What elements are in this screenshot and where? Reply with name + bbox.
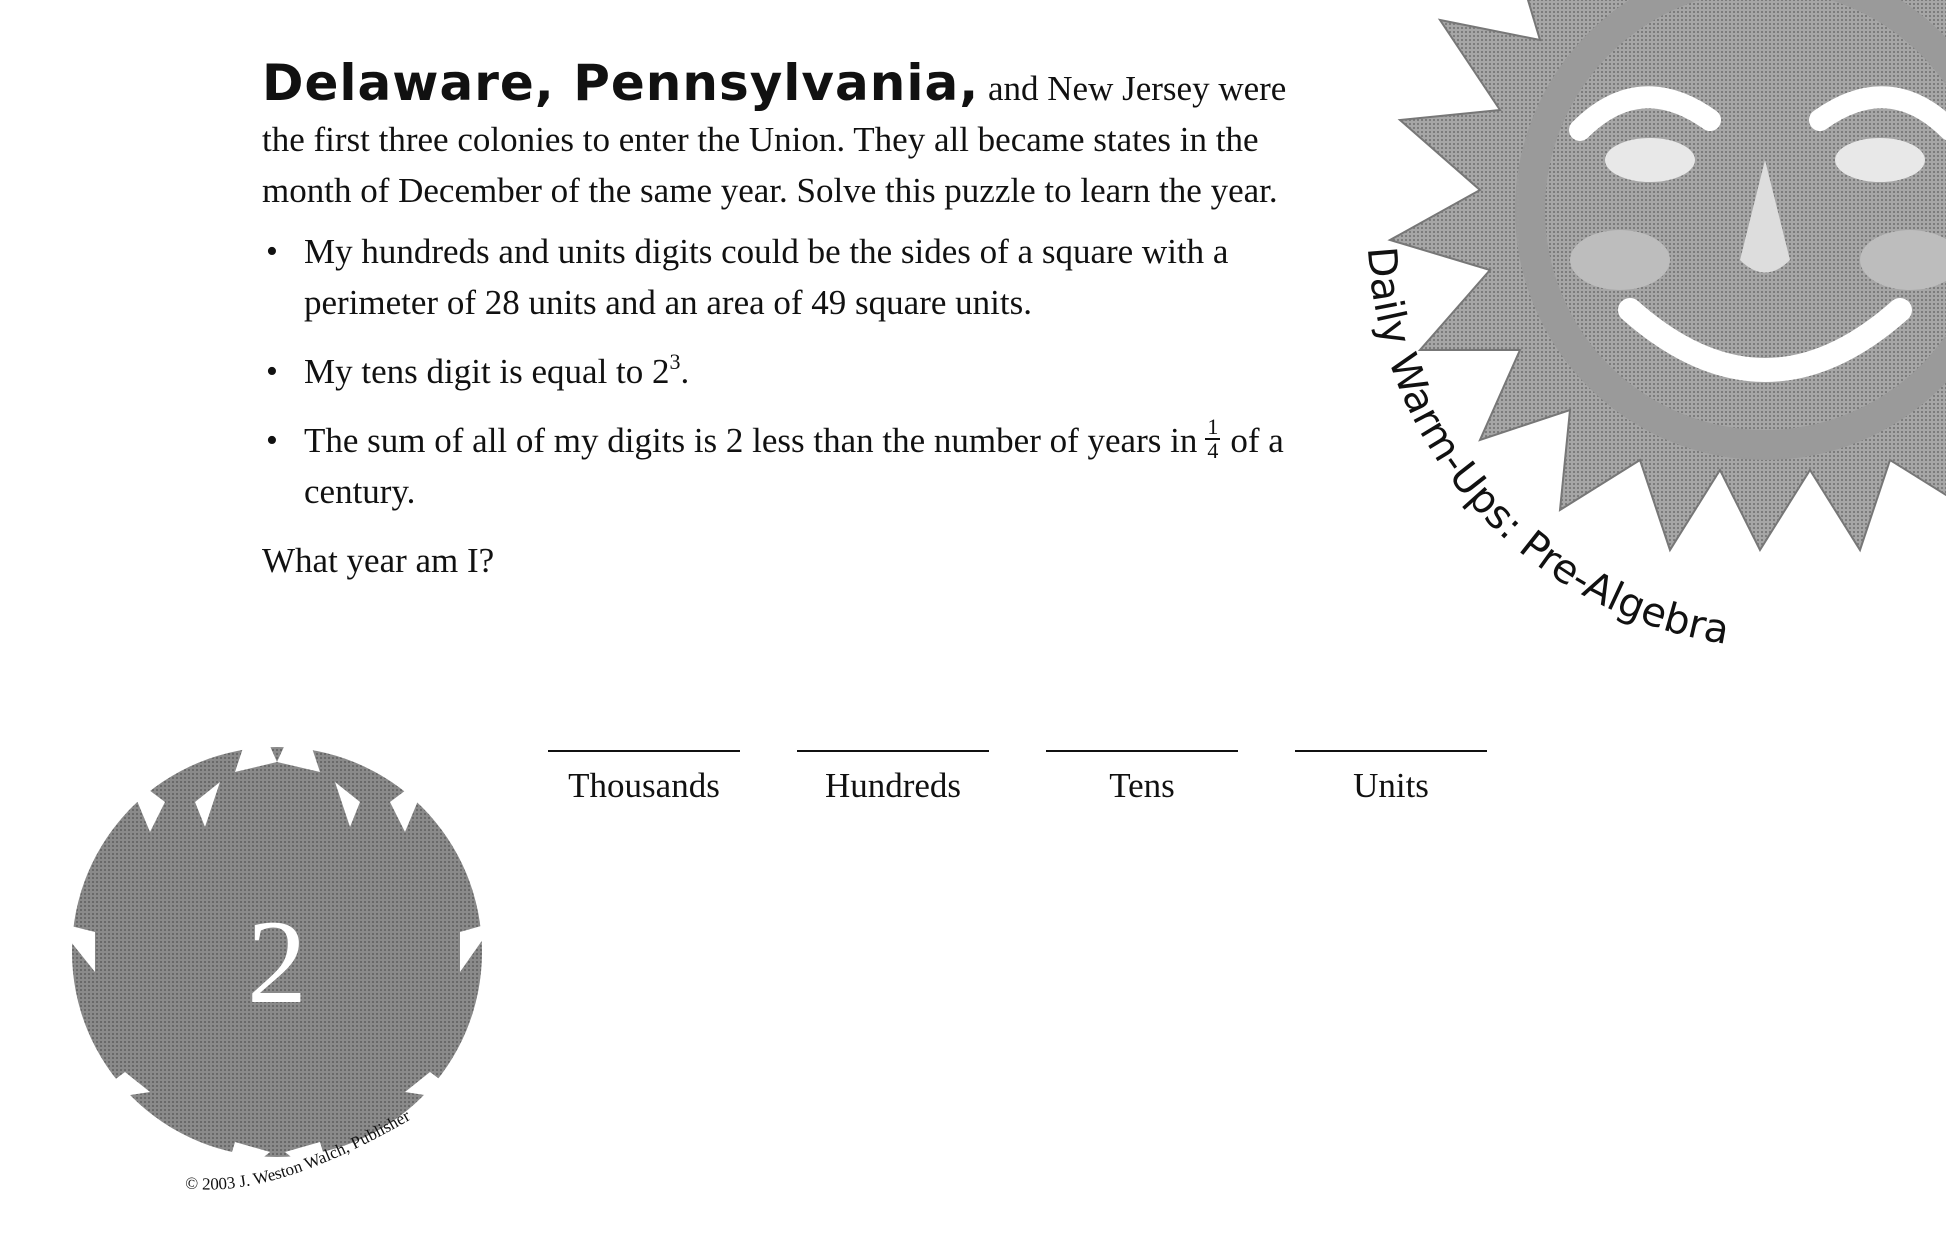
answer-line <box>1046 750 1238 752</box>
clue-text: My tens digit is equal to 2 <box>304 352 670 391</box>
blank-label: Units <box>1353 766 1429 805</box>
fraction-denominator: 4 <box>1207 437 1219 463</box>
blank-label: Tens <box>1109 766 1175 805</box>
number-badge <box>55 712 495 1212</box>
exponent: 3 <box>669 349 681 374</box>
clue-item <box>262 415 1322 517</box>
blank-tens[interactable] <box>1046 750 1238 810</box>
blank-label: Hundreds <box>824 766 962 805</box>
clue-item <box>262 226 1322 328</box>
clue-item <box>262 346 1322 397</box>
question-text: What year am I? <box>262 541 495 580</box>
fraction <box>1205 413 1220 463</box>
fraction-numerator: 1 <box>1207 413 1219 439</box>
answer-line <box>1295 750 1487 752</box>
sun-illustration <box>1380 0 1946 690</box>
copyright-text: © 2003 J. Weston Walch, Publisher <box>184 1106 414 1194</box>
intro-lead: Delaware, Pennsylvania, <box>262 54 980 112</box>
answer-line <box>548 750 740 752</box>
clue-list <box>262 226 1322 517</box>
clue-text-end: of a century. <box>304 421 1284 511</box>
intro-text: and New Jersey were the first three colonies to enter the Union. They all became states in the month of December of the same year. Solve this puzzle to learn the year. <box>262 69 1287 210</box>
blank-units[interactable] <box>1295 750 1487 810</box>
puzzle-content <box>262 54 1322 586</box>
intro-paragraph <box>262 54 1322 216</box>
series-title-text: Daily Warm-Ups: Pre-Algebra <box>1357 244 1733 654</box>
bullet-icon: • <box>266 422 278 459</box>
answer-line <box>797 750 989 752</box>
clue-text-end: . <box>680 352 690 391</box>
clue-text: The sum of all of my digits is 2 less than the number of years in <box>304 421 1198 460</box>
blank-thousands[interactable] <box>548 750 740 810</box>
bullet-icon: • <box>266 233 278 270</box>
blank-label: Thousands <box>568 766 720 805</box>
blank-hundreds[interactable] <box>797 750 989 810</box>
clue-text: My hundreds and units digits could be the sides of a square with a perimeter of 28 units and an area of 49 square units. <box>304 232 1229 322</box>
badge-number: 2 <box>247 895 307 1028</box>
bullet-icon: • <box>266 353 278 390</box>
